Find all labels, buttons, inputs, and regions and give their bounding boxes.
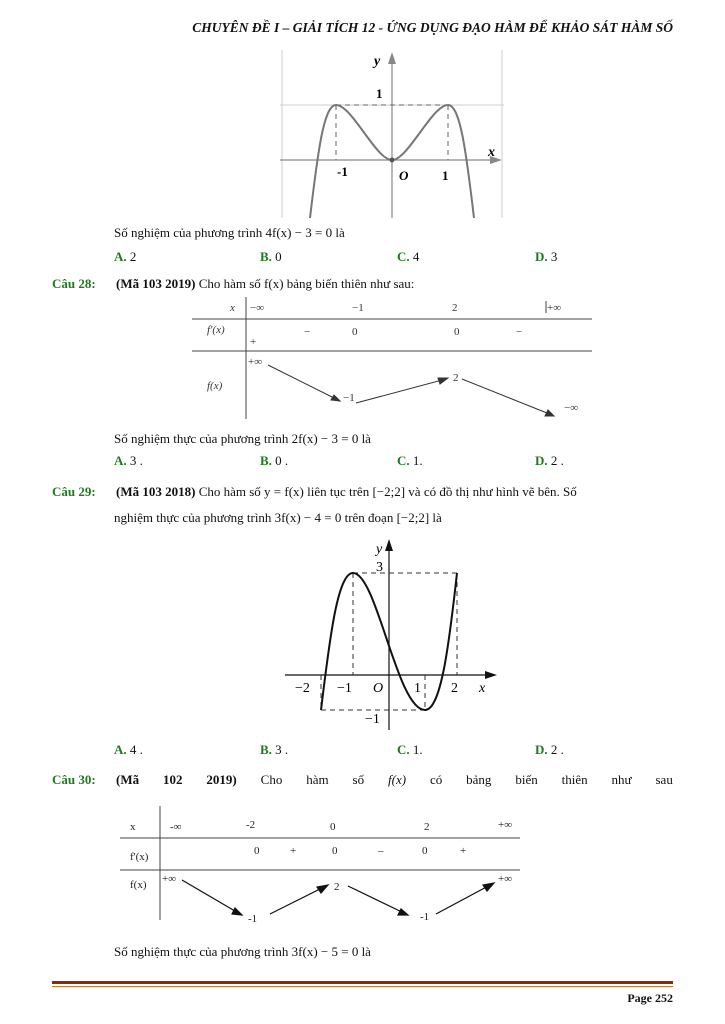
- page-header: CHUYÊN ĐỀ I – GIẢI TÍCH 12 - ỨNG DỤNG ĐẠO HÀM ĐỂ KHẢO SÁT HÀM SỐ: [192, 20, 673, 35]
- q29-label: Câu 29:: [52, 484, 96, 499]
- q30-f-m1a: -1: [248, 913, 258, 925]
- q29-text2: nghiệm thực của phương trình 3f(x) − 4 = 0 trên đoạn [−2;2] là: [114, 510, 442, 525]
- q28-fp-zero1: 0: [352, 326, 358, 338]
- q30-x-2: 2: [424, 821, 430, 833]
- q27-y-label: y: [374, 54, 381, 69]
- q28-fp-header: f'(x): [207, 324, 225, 336]
- q29-tick-2: 2: [451, 681, 458, 696]
- q27-tick-1y: 1: [376, 86, 383, 101]
- page-number: Page 252: [627, 991, 673, 1005]
- q27-origin: O: [399, 168, 409, 183]
- q28-label: Câu 28:: [52, 276, 96, 291]
- q30-x-m2: -2: [246, 819, 256, 831]
- q30-x-0: 0: [330, 821, 336, 833]
- q30-f-header: f(x): [130, 879, 147, 891]
- q28-f-2: 2: [453, 372, 459, 384]
- q28-x-2: 2: [452, 302, 458, 314]
- q30-text: (Mã 102 2019) Cho hàm số f(x) có bảng biến thiên như sau: [116, 772, 673, 787]
- q29-graph: [285, 535, 500, 735]
- q29-option-c: C. 1.: [397, 742, 423, 757]
- q27-prompt: Số nghiệm của phương trình 4f(x) − 3 = 0 là: [114, 225, 345, 240]
- q30-fp-z3: 0: [422, 845, 428, 857]
- q30-f-m1b: -1: [420, 911, 430, 923]
- q30-fp-plus1: +: [290, 845, 297, 857]
- q30-f-pinf1: +∞: [162, 873, 177, 885]
- footer-rule-thin: [52, 986, 673, 987]
- q28-x-pinf: +∞: [547, 302, 562, 314]
- q28-f-ninf: −∞: [564, 402, 579, 414]
- q29-tick-m1: −1: [337, 681, 352, 696]
- q28-f-header: f(x): [207, 380, 223, 392]
- q29-tick-3: 3: [376, 560, 383, 575]
- q28-fp-plus: +: [250, 336, 257, 348]
- q29-option-d: D. 2 .: [535, 742, 564, 757]
- q30-fp-header: f'(x): [130, 851, 149, 863]
- q27-option-a: A. 2: [114, 249, 137, 264]
- q30-x-ninf: -∞: [170, 821, 182, 833]
- q28-fp-minus1: −: [304, 326, 311, 338]
- q27-tick-m1: -1: [337, 164, 348, 179]
- q30-f-2: 2: [334, 881, 340, 893]
- q28-x-ninf: −∞: [250, 302, 265, 314]
- q28-x-m1: −1: [352, 302, 364, 314]
- q28-text: (Mã 103 2019) Cho hàm số f(x) bảng biến thiên như sau:: [116, 276, 415, 291]
- q30-fp-minus: –: [378, 845, 384, 857]
- footer-rule: [52, 981, 673, 984]
- q29-tick-1: 1: [414, 681, 421, 696]
- q29-origin: O: [373, 681, 384, 696]
- q30-variation-table: [120, 806, 525, 928]
- q29-text1: (Mã 103 2018) Cho hàm số y = f(x) liên tục trên [−2;2] và có đồ thị như hình vẽ bên. Số: [116, 484, 577, 499]
- q27-graph: [280, 50, 505, 220]
- q30-fp-z1: 0: [254, 845, 260, 857]
- q29-tick-neg1: −1: [365, 712, 380, 727]
- q27-option-c: C. 4: [397, 249, 420, 264]
- q27-x-label: x: [488, 145, 495, 160]
- q28-f-pinf: +∞: [248, 356, 263, 368]
- q28-variation-table: [190, 297, 595, 425]
- q29-option-b: B. 3 .: [260, 742, 289, 757]
- q28-f-m1: −1: [343, 392, 355, 404]
- q27-tick-1x: 1: [442, 168, 449, 183]
- q29-tick-m2: −2: [295, 681, 310, 696]
- q30-f-pinf2: +∞: [498, 873, 513, 885]
- q28-option-a: A. 3 .: [114, 453, 143, 468]
- q28-fp-minus2: −: [516, 326, 523, 338]
- q30-x-header: x: [130, 821, 136, 833]
- q28-fp-zero2: 0: [454, 326, 460, 338]
- q28-prompt: Số nghiệm thực của phương trình 2f(x) − 3 = 0 là: [114, 431, 371, 446]
- q28-option-c: C. 1.: [397, 453, 423, 468]
- q28-option-b: B. 0 .: [260, 453, 289, 468]
- q29-x-label: x: [479, 681, 486, 696]
- q27-option-b: B. 0: [260, 249, 282, 264]
- q29-y-label: y: [376, 542, 383, 557]
- q28-x-header: x: [230, 302, 235, 314]
- q30-fp-plus2: +: [460, 845, 467, 857]
- q29-option-a: A. 4 .: [114, 742, 143, 757]
- q28-option-d: D. 2 .: [535, 453, 564, 468]
- q30-label: Câu 30:: [52, 772, 96, 787]
- q30-x-pinf: +∞: [498, 819, 513, 831]
- q30-prompt: Số nghiệm thực của phương trình 3f(x) − 5 = 0 là: [114, 944, 371, 959]
- q30-fp-z2: 0: [332, 845, 338, 857]
- q27-option-d: D. 3: [535, 249, 558, 264]
